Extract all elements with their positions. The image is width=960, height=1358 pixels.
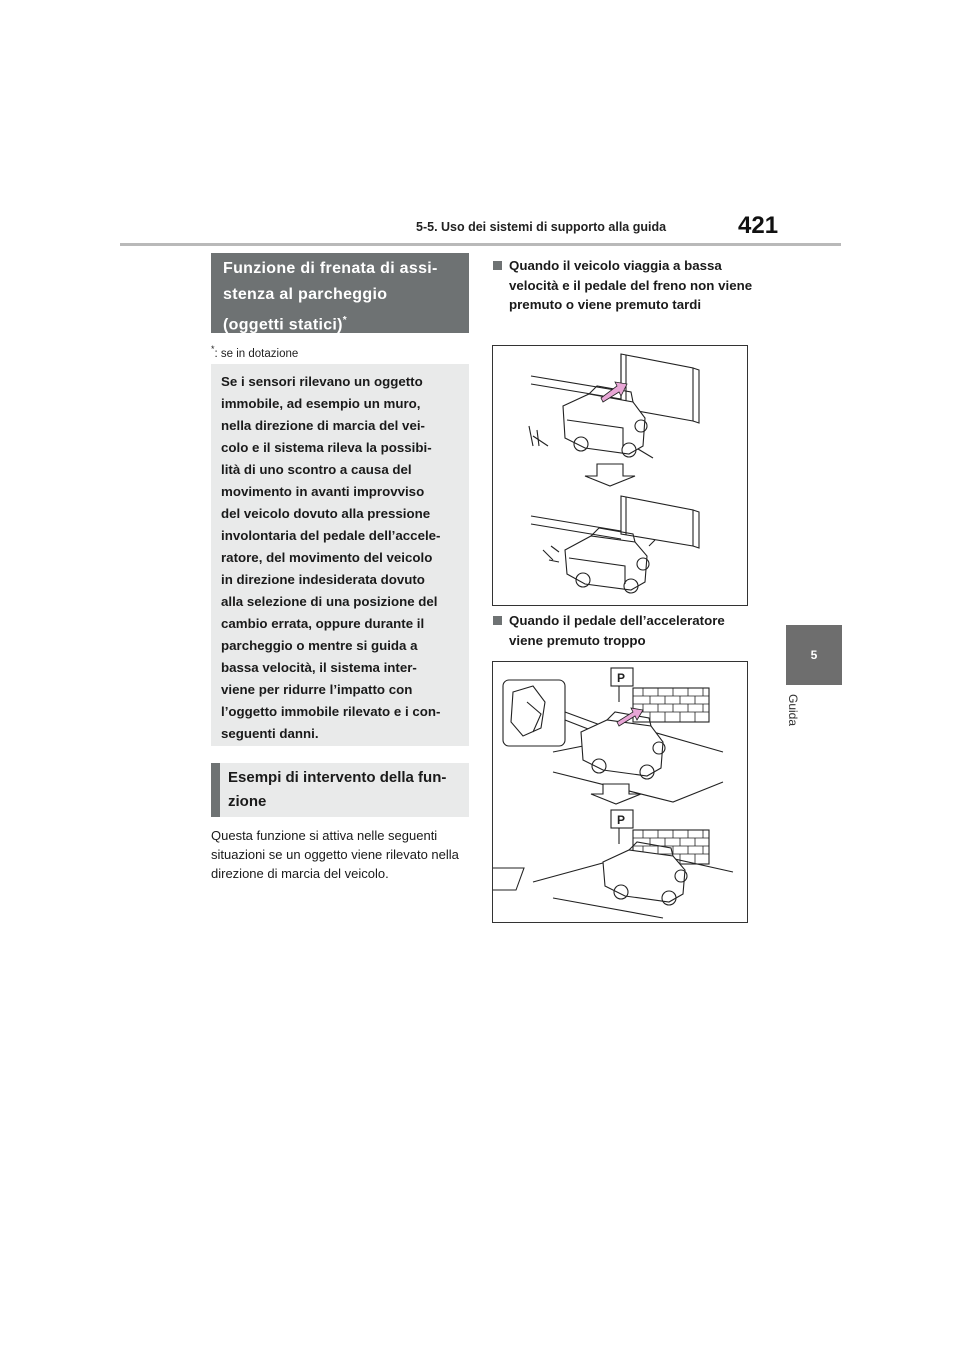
parking-sign-bottom: P [617,813,626,827]
intro-line: ratore, del movimento del veicolo [221,550,433,565]
section-heading [211,253,469,333]
footnote [211,344,298,360]
page-number: 421 [738,212,779,239]
bullet-square-icon [493,616,502,625]
intro-line: immobile, ad esempio un muro, [221,396,421,411]
intro-line: cambio errata, oppure durante il [221,616,425,631]
intro-box [211,364,469,746]
intro-line: Se i sensori rilevano un oggetto [221,374,423,389]
parking-wall-illustration [493,346,747,605]
intro-line: l’oggetto immobile rilevato e i con- [221,704,441,719]
parking-sign-top: P [617,671,626,685]
examples-heading-line-2: zione [228,793,267,810]
intro-line: nella direzione di marcia del vei- [221,418,425,433]
header-rule [120,243,841,246]
chapter-label-wrapper [782,694,806,744]
running-header-section: 5-5. Uso dei sistemi di supporto alla guida [416,220,667,234]
section-heading-line-1: Funzione di frenata di assi- [223,260,438,277]
footnote-text: : se in dotazione [214,347,299,360]
intro-line: lità di uno scontro a causa del [221,462,412,477]
intro-line: colo e il sistema rileva la possibi- [221,440,432,455]
examples-heading [211,763,469,817]
bullet-square-icon [493,261,502,270]
bullet-heading-2-text: Quando il pedale dell’acceleratore viene premuto troppo [509,613,725,648]
bullet-heading-1 [493,256,753,315]
illustration-low-speed [492,345,748,606]
body-paragraph: Questa funzione si attiva nelle seguenti situazioni se un oggetto viene rilevato nella direzione di marcia del veicolo. [211,828,459,881]
chapter-label: Guida [786,694,800,727]
section-heading-line-3-wrapper [223,308,457,338]
section-heading-line-3: (oggetti statici) [223,316,343,334]
bullet-heading-2 [493,611,753,650]
chapter-number: 5 [810,648,818,662]
intro-line: in direzione indesiderata dovuto [221,572,425,587]
intro-line: alla selezione di una posizione del [221,594,438,609]
footnote-marker: * [211,344,215,354]
intro-line: movimento in avanti improvviso [221,484,425,499]
illustration-accelerator [492,661,748,923]
section-heading-asterisk: * [342,315,347,326]
intro-line: parcheggio o mentre si guida a [221,638,418,653]
intro-line: seguenti danni. [221,726,319,741]
section-heading-line-2: stenza al parcheggio [223,286,388,303]
intro-line: viene per ridurre l’impatto con [221,682,413,697]
chapter-tab [786,625,842,685]
intro-line: del veicolo dovuto alla pressione [221,506,431,521]
intro-line: bassa velocità, il sistema inter- [221,660,417,675]
examples-heading-line-1: Esempi di intervento della fun- [228,769,447,786]
parking-lot-illustration [493,662,747,922]
intro-line: involontaria del pedale dell’accele- [221,528,441,543]
bullet-heading-1-text: Quando il veicolo viaggia a bassa velocità e il pedale del freno non viene premuto o viene premuto tardi [509,258,753,312]
